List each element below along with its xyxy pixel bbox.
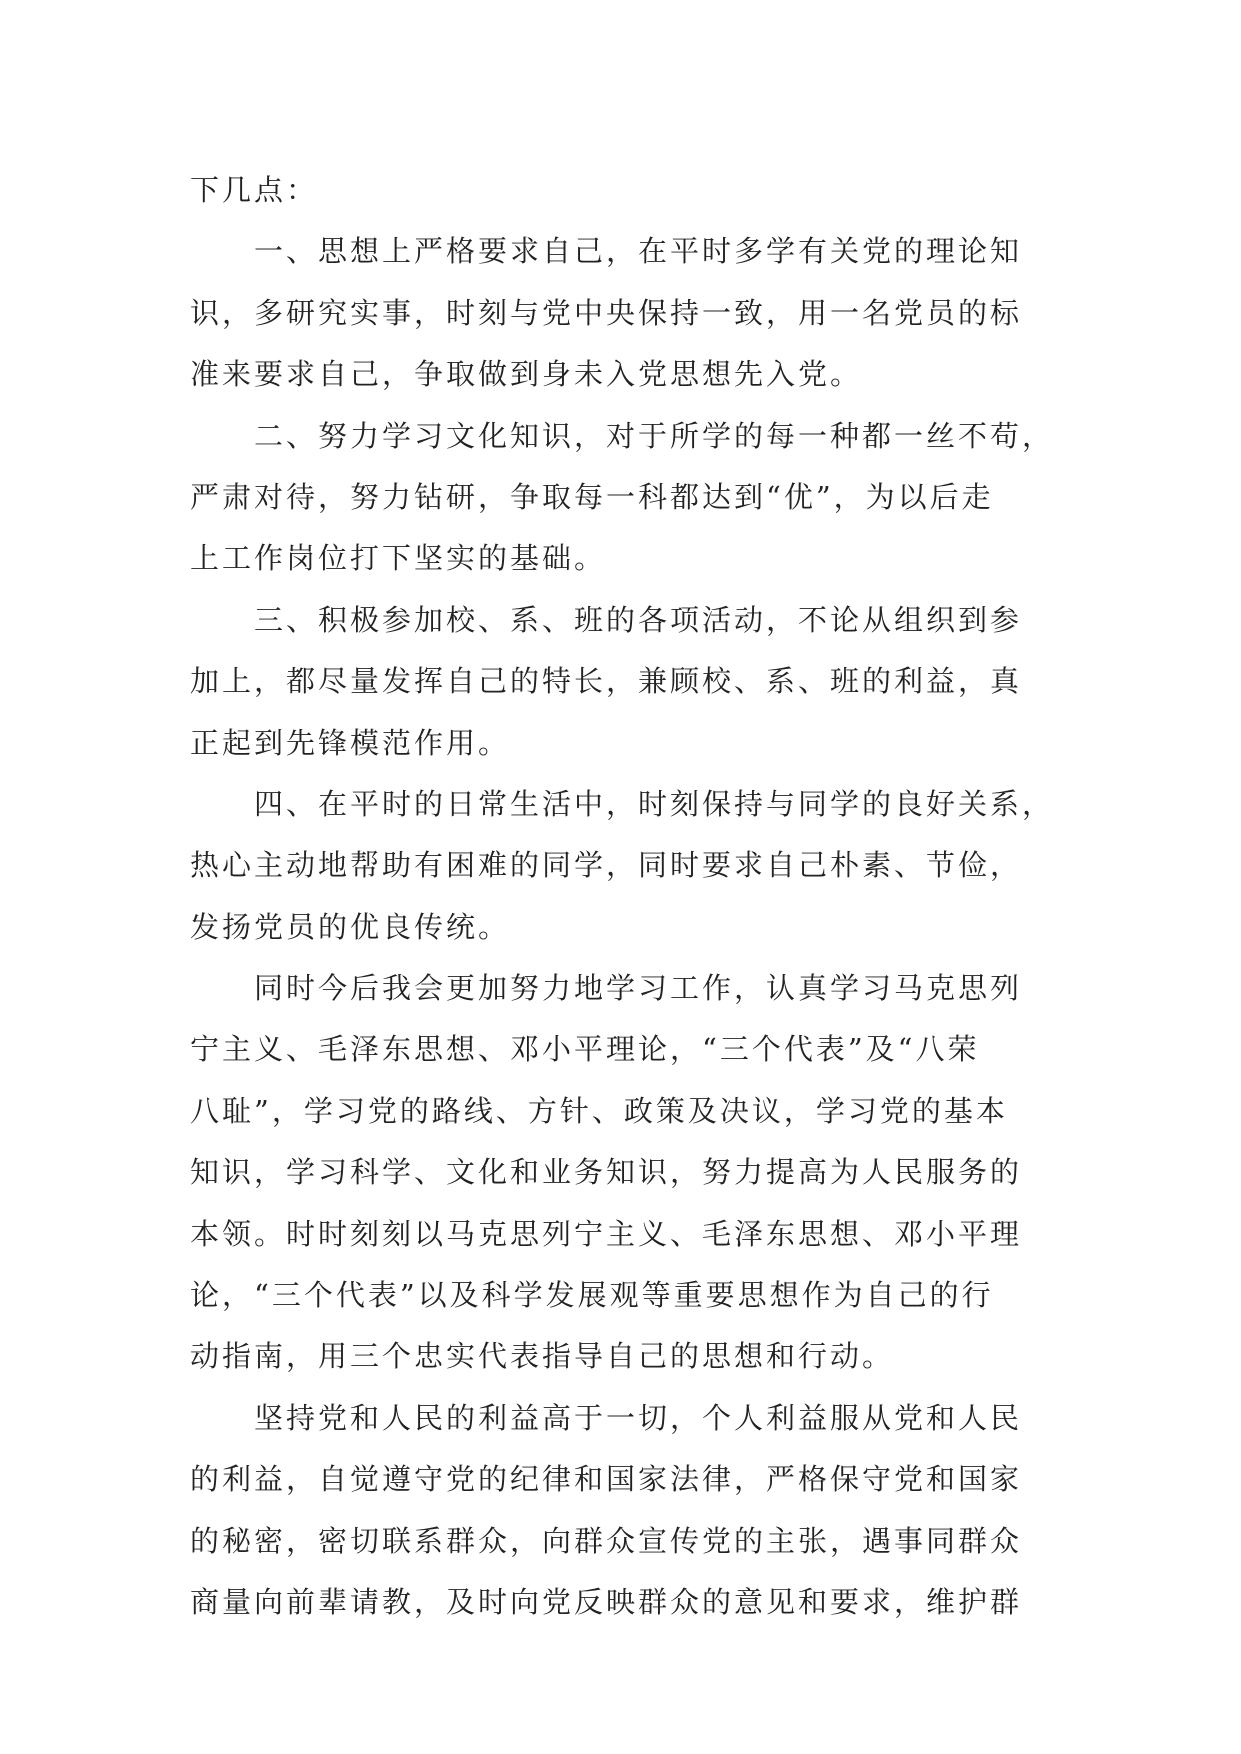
document-body bbox=[190, 160, 1055, 1633]
text-line: 的秘密，密切联系群众，向群众宣传党的主张，遇事同群众 bbox=[190, 1523, 1023, 1558]
text-line: 本领。时时刻刻以马克思列宁主义、毛泽东思想、邓小平理 bbox=[190, 1216, 1023, 1251]
text-line: 正起到先锋模范作用。 bbox=[190, 725, 511, 760]
text-line: 二、努力学习文化知识，对于所学的每一种都一丝不苟， bbox=[254, 418, 1055, 453]
text-line: 商量向前辈请教，及时向党反映群众的意见和要求，维护群 bbox=[190, 1584, 1023, 1619]
text-line: 宁主义、毛泽东思想、邓小平理论，“三个代表”及“八荣 bbox=[190, 1032, 980, 1067]
text-line: 四、在平时的日常生活中，时刻保持与同学的良好关系， bbox=[254, 786, 1055, 821]
text-line: 知识，学习科学、文化和业务知识，努力提高为人民服务的 bbox=[190, 1155, 1023, 1190]
text-line: 坚持党和人民的利益高于一切，个人利益服从党和人民 bbox=[254, 1400, 1023, 1435]
text-line: 上工作岗位打下坚实的基础。 bbox=[190, 541, 607, 576]
text-line: 动指南，用三个忠实代表指导自己的思想和行动。 bbox=[190, 1339, 895, 1374]
text-line: 三、积极参加校、系、班的各项活动，不论从组织到参 bbox=[254, 602, 1023, 637]
text-line: 严肃对待，努力钻研，争取每一科都达到“优”，为以后走 bbox=[190, 479, 994, 514]
text-line: 识，多研究实事，时刻与党中央保持一致，用一名党员的标 bbox=[190, 295, 1023, 330]
text-line: 一、思想上严格要求自己，在平时多学有关党的理论知 bbox=[254, 234, 1023, 269]
text-line: 同时今后我会更加努力地学习工作，认真学习马克思列 bbox=[254, 971, 1023, 1006]
text-line: 加上，都尽量发挥自己的特长，兼顾校、系、班的利益，真 bbox=[190, 664, 1023, 699]
text-line: 的利益，自觉遵守党的纪律和国家法律，严格保守党和国家 bbox=[190, 1462, 1023, 1497]
text-line: 发扬党员的优良传统。 bbox=[190, 909, 511, 944]
text-line: 八耻”，学习党的路线、方针、政策及决议，学习党的基本 bbox=[190, 1093, 1008, 1128]
text-line: 热心主动地帮助有困难的同学，同时要求自己朴素、节俭， bbox=[190, 848, 1023, 883]
text-line: 下几点： bbox=[190, 173, 319, 207]
text-line: 论，“三个代表”以及科学发展观等重要思想作为自己的行 bbox=[190, 1278, 994, 1313]
text-line: 准来要求自己，争取做到身未入党思想先入党。 bbox=[190, 357, 863, 392]
